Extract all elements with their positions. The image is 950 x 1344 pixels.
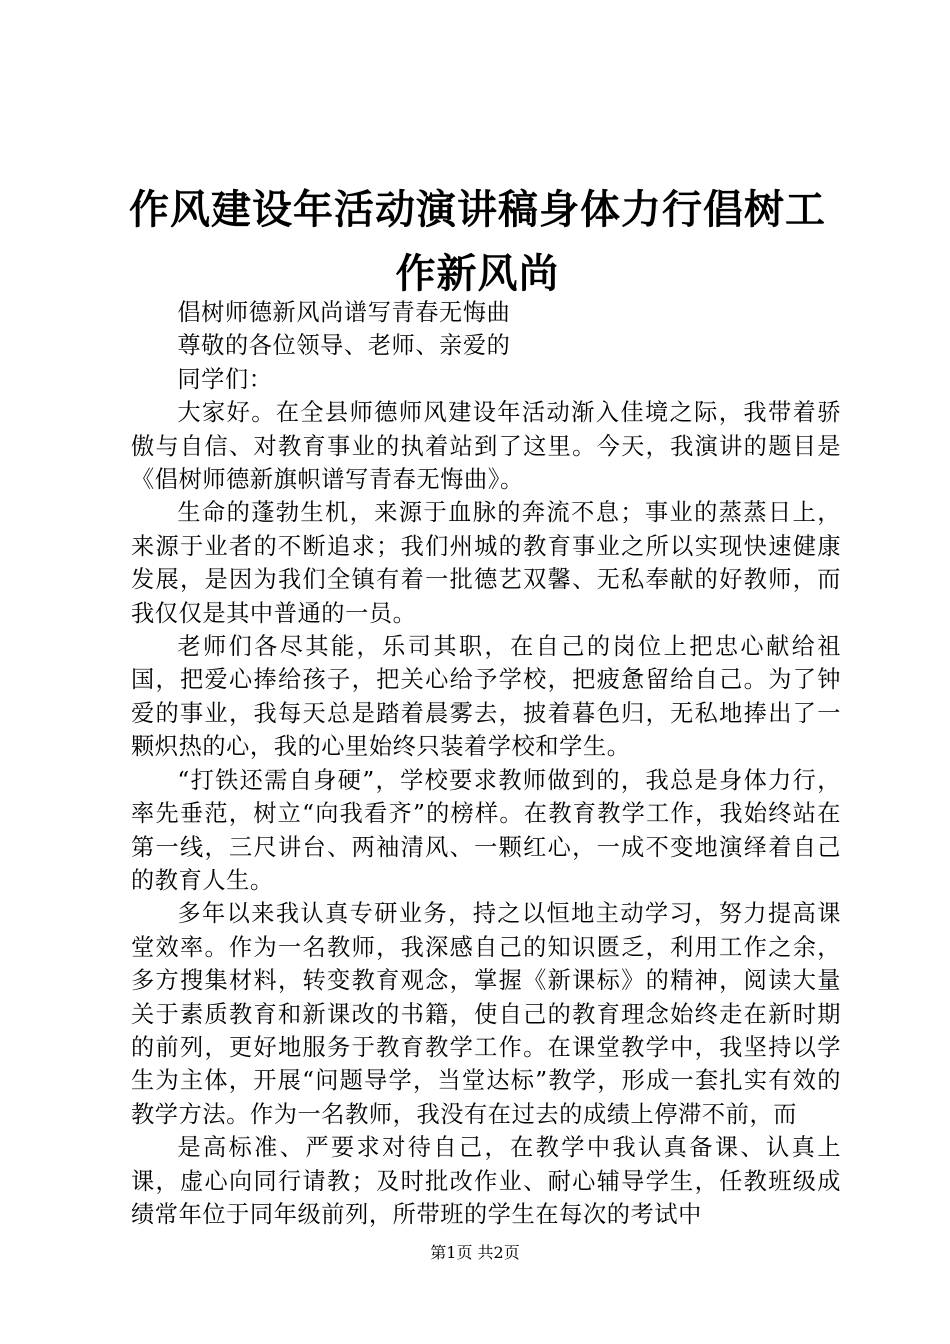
paragraph-salutation: 尊敬的各位领导、老师、亲爱的 — [177, 332, 511, 360]
paragraph: “打铁还需自身硬”，学校要求教师做到的，我总是身体力行，率先垂范，树立“向我看齐”的榜样。在教育教学工作，我始终站在第一线，三尺讲台、两袖清风、一颗红心，一成不变地演绎着自己的教育人生。 — [131, 766, 841, 894]
paragraph: 生命的蓬勃生机，来源于血脉的奔流不息；事业的蒸蒸日上，来源于业者的不断追求；我们州城的教育事业之所以实现快速健康发展，是因为我们全镇有着一批德艺双馨、无私奉献的好教师，而我仅仅是其中普通的一员。 — [131, 499, 841, 627]
paragraph-salutation-cont: 同学们： — [177, 365, 273, 393]
paragraph: 大家好。在全县师德师风建设年活动渐入佳境之际，我带着骄傲与自信、对教育事业的执着站到了这里。今天，我演讲的题目是《倡树师德新旗帜谱写青春无悔曲》。 — [131, 399, 841, 494]
paragraph: 多年以来我认真专研业务，持之以恒地主动学习，努力提高课堂效率。作为一名教师，我深感自己的知识匮乏，利用工作之余，多方搜集材料，转变教育观念，掌握《新课标》的精神，阅读大量关于素质教育和新课改的书籍，使自己的教育理念始终走在新时期的前列，更好地服务于教育教学工作。在课堂教学中，我坚持以学生为主体，开展“问题导学，当堂达标”教学，形成一套扎实有效的教学方法。作为一名教师，我没有在过去的成绩上停滞不前，而 — [131, 900, 841, 1128]
paragraph-subtitle: 倡树师德新风尚谱写青春无悔曲 — [177, 299, 511, 326]
document-title: 作风建设年活动演讲稿身体力行倡树工作新风尚 — [129, 187, 826, 297]
paragraph: 老师们各尽其能，乐司其职，在自己的岗位上把忠心献给祖国，把爱心捧给孩子，把关心给予学校，把疲惫留给自己。为了钟爱的事业，我每天总是踏着晨雾去，披着暮色归，无私地捧出了一颗炽热的心，我的心里始终只装着学校和学生。 — [131, 633, 841, 761]
page-number-footer: 第1页 共2页 — [430, 1243, 520, 1262]
document-body — [131, 296, 841, 1231]
paragraph: 是高标准、严要求对待自己，在教学中我认真备课、认真上课，虚心向同行请教；及时批改作业、耐心辅导学生，任教班级成绩常年位于同年级前列，所带班的学生在每次的考试中 — [131, 1134, 841, 1228]
